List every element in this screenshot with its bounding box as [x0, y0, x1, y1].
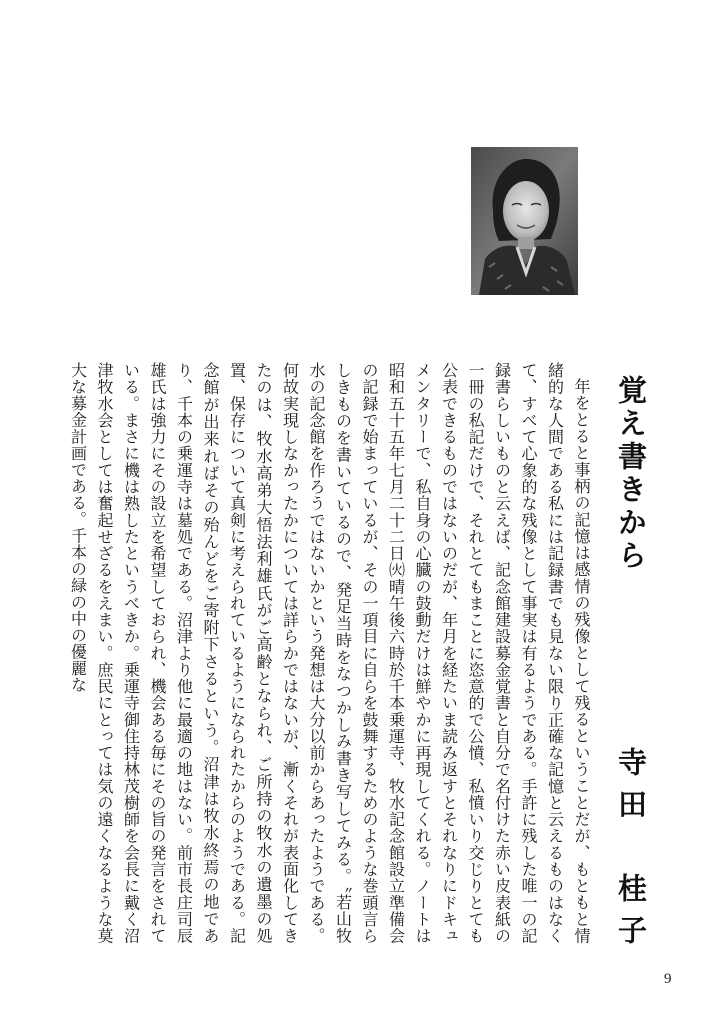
article-author: 寺田 桂子 [614, 747, 648, 957]
page-number: 9 [664, 971, 672, 987]
article-body [68, 362, 594, 944]
article-title: 覚え書きから [614, 375, 648, 573]
body-paragraph: 年をとると事柄の記憶は感情の残像として残るということだが、もともと情緒的な人間である私には記録書でも見ない限り正確な記憶と云えるものはなくて、すべて心象的な残像として事実は有るようである。手許に残した唯一の記録書らしいものと云えば、記念館建設募金覚書と自分で名付けた赤い皮表紙の一冊の私記だけで、それとてもまことに恣意的で公憤、私憤いり交じりとても公表できるものではないのだが、年月を経たいま読み返すとそれなりにドキュメンタリーで、私自身の心臓の鼓動だけは鮮やかに再現してくれる。ノートは昭和五十五年七月二十二日㈫晴午後六時於千本乗運寺、牧水記念館設立準備会の記録で始まっているが、その一項目に自らを鼓舞するためのような巻頭言らしきものを書いているので、発足当時をなつかしみ書き写してみる。〝若山牧水の記念館を作ろうではないかという発想は大分以前からあったようである。何故実現しなかったかについては詳らかではないが、漸くそれが表面化してきたのは、牧水高弟大悟法利雄氏がご高齢となられ、ご所持の牧水の遺墨の処置、保存について真剣に考えられているようになられたからのようである。記念館が出来ればその殆んどをご寄附下さるという。沼津は牧水終焉の地であり、千本の乗運寺は墓処である。沼津より他に最適の地はない。前市長庄司辰雄氏は強力にその設立を希望しておられ、機会ある毎にその旨の発言をされている。まさに機は熟したというべきか。乗運寺御住持林茂樹師を会長に戴く沼津牧水会としては奮起せざるをえまい。庶民にとっては気の遠くなるような莫大な募金計画である。千本の緑の中の優麗な [68, 362, 591, 944]
author-portrait-photo [471, 147, 578, 295]
portrait-photo-icon [471, 147, 578, 295]
